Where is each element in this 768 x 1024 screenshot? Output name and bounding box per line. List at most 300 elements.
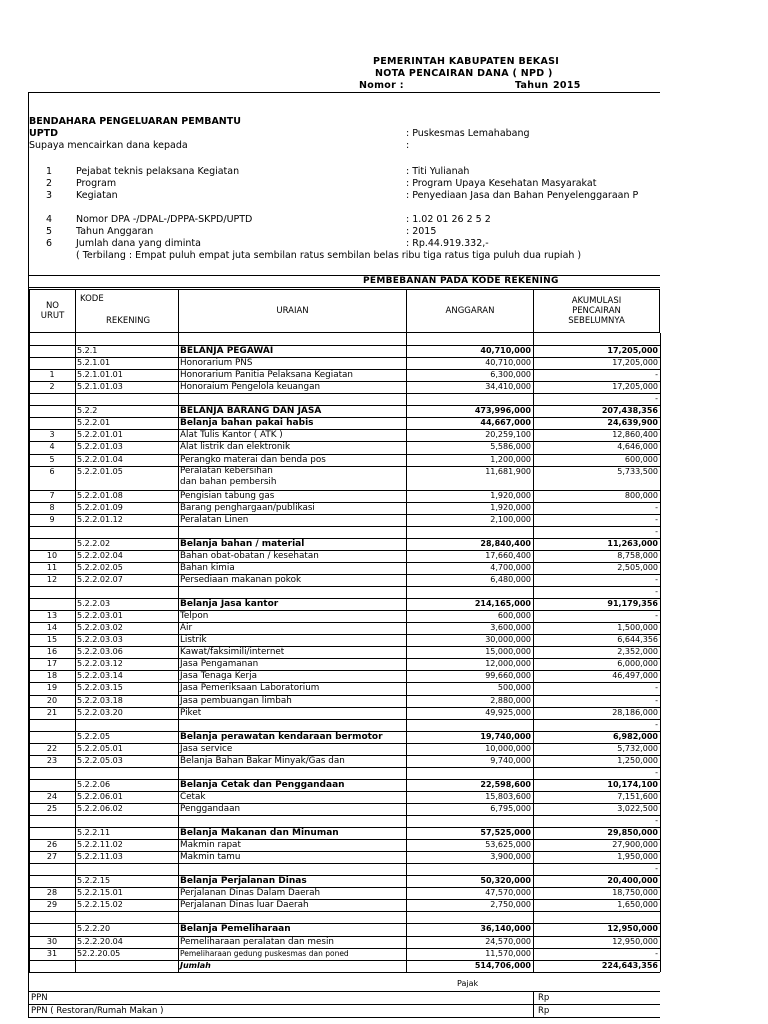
cell-uraian: Kawat/faksimili/internet — [180, 647, 285, 658]
cell-no: 7 — [49, 490, 55, 500]
cell-akum: - — [655, 816, 658, 825]
cell-kode: 5.2.2.02 — [77, 538, 111, 548]
cell-no: 30 — [46, 936, 58, 946]
table-row — [29, 646, 660, 658]
terbilang-text: ( Terbilang : Empat puluh empat juta sembilan ratus sembilan belas ribu tiga ratus tiga puluh dua rupiah ) — [76, 250, 582, 261]
cell-akum: 12,950,000 — [607, 924, 658, 934]
table-row — [29, 610, 660, 622]
cell-akum: 18,750,000 — [612, 888, 658, 898]
cell-angg: 15,000,000 — [485, 647, 531, 657]
table-row — [29, 574, 660, 586]
table-row — [29, 381, 660, 393]
info-item-value: : 2015 — [406, 226, 437, 237]
cell-kode: 5.2.1.01.03 — [77, 382, 123, 392]
cell-angg: 473,996,000 — [474, 406, 531, 416]
cell-akum: 12,860,400 — [612, 430, 658, 440]
cell-angg: 57,525,000 — [480, 828, 531, 838]
bendahara-label: BENDAHARA PENGELUARAN PEMBANTU — [29, 116, 241, 127]
cell-angg: 36,140,000 — [480, 924, 531, 934]
cell-kode: 5.2.2.01.01 — [77, 430, 123, 440]
table-row — [29, 454, 660, 466]
cell-kode: 5.2.2.20.04 — [77, 936, 123, 946]
table-row — [29, 538, 660, 550]
info-item-value: : 1.02 01 26 2 5 2 — [406, 214, 491, 225]
cell-angg: 214,165,000 — [474, 599, 531, 609]
cell-angg: 514,706,000 — [474, 960, 531, 970]
table-row — [29, 815, 660, 827]
cell-uraian: BELANJA PEGAWAI — [180, 346, 274, 357]
table-row — [29, 598, 660, 610]
cell-akum: - — [655, 695, 658, 705]
cell-akum: - — [655, 370, 658, 380]
cell-uraian: Belanja bahan pakai habis — [180, 418, 314, 429]
cell-uraian — [178, 719, 406, 731]
cell-no: 15 — [46, 635, 58, 645]
cell-no: 5 — [49, 454, 55, 464]
cell-angg: 15,803,600 — [485, 791, 531, 801]
table-row — [29, 779, 660, 791]
cell-uraian — [178, 911, 406, 923]
cell-angg: 2,100,000 — [490, 514, 531, 524]
cell-angg: 10,000,000 — [485, 743, 531, 753]
cell-uraian: Honoraium Pengelola keuangan — [180, 382, 321, 393]
cell-akum: 2,352,000 — [617, 647, 658, 657]
col-header-anggaran: ANGGARAN — [406, 289, 534, 333]
table-row — [29, 658, 660, 670]
cell-angg: 3,900,000 — [490, 852, 531, 862]
cell-angg: 50,320,000 — [480, 876, 531, 886]
cell-akum: 29,850,000 — [607, 828, 658, 838]
cell-uraian: Air — [180, 623, 193, 634]
ppn-restoran-label: PPN ( Restoran/Rumah Makan ) — [31, 1006, 164, 1016]
cell-no: 12 — [46, 575, 58, 584]
cell-kode: 5.2.1 — [77, 346, 98, 356]
table-row — [29, 526, 660, 538]
table-row — [29, 851, 660, 863]
cell-uraian — [178, 767, 406, 779]
table-row — [29, 490, 660, 502]
cell-angg: 1,200,000 — [490, 454, 531, 464]
table-row — [29, 514, 660, 526]
cell-kode: 5.2.2.05 — [77, 731, 111, 741]
footer-rule-2 — [29, 1004, 660, 1005]
table-row — [29, 960, 660, 972]
info-item-label: Jumlah dana yang diminta — [76, 238, 201, 249]
cell-no — [29, 538, 75, 550]
cell-angg: 11,570,000 — [485, 948, 531, 958]
cell-uraian: Belanja Perjalanan Dinas — [180, 876, 307, 887]
cell-uraian: Belanja Cetak dan Penggandaan — [180, 779, 345, 790]
cell-no — [29, 345, 75, 357]
cell-uraian: Listrik — [180, 635, 207, 646]
cell-akum: - — [655, 683, 658, 693]
doc-title-line1: PEMERINTAH KABUPATEN BEKASI — [373, 56, 560, 67]
cell-kode: 5.2.2.03.15 — [77, 683, 123, 693]
cell-kode — [75, 911, 178, 923]
cell-no: 1 — [49, 370, 55, 380]
cell-angg — [406, 767, 533, 779]
cell-uraian: Pemeliharaan gedung puskesmas dan poned — [180, 948, 349, 958]
cell-no — [29, 779, 75, 791]
cell-kode: 5.2.2 — [77, 406, 98, 416]
cell-kode: 5.2.2.03.03 — [77, 635, 123, 645]
cell-akum: 6,982,000 — [612, 731, 658, 741]
table-row — [29, 393, 660, 405]
info-item-no: 4 — [46, 214, 53, 225]
cell-no — [29, 815, 75, 827]
cell-no: 16 — [46, 647, 58, 657]
cell-kode: 5.2.1.01 — [77, 358, 111, 368]
cell-akum: - — [655, 526, 658, 536]
cell-uraian: Jasa Tenaga Kerja — [180, 671, 257, 682]
cell-akum: - — [655, 502, 658, 512]
info-item-value: : Rp.44.919.332,- — [406, 238, 489, 249]
supaya-label: Supaya mencairkan dana kepada — [29, 140, 188, 151]
cell-angg: 12,000,000 — [485, 659, 531, 669]
cell-uraian: Belanja Jasa kantor — [180, 599, 279, 610]
cell-kode: 5.2.2.01.12 — [77, 514, 123, 524]
cell-akum: 91,179,356 — [607, 599, 658, 609]
cell-no — [29, 586, 75, 598]
cell-angg: 9,740,000 — [490, 755, 531, 765]
cell-kode — [75, 815, 178, 827]
cell-uraian: Jasa service — [180, 743, 233, 754]
cell-no — [29, 719, 75, 731]
cell-akum: 800,000 — [624, 490, 658, 500]
info-item-no: 1 — [46, 166, 53, 177]
cell-no: 18 — [46, 671, 58, 681]
pajak-label: Pajak — [457, 979, 479, 988]
cell-akum: 224,643,356 — [601, 960, 658, 970]
cell-uraian: Jumlah — [180, 960, 211, 970]
cell-angg — [406, 526, 533, 538]
header-rule — [29, 92, 660, 93]
cell-angg: 6,300,000 — [490, 370, 531, 380]
cell-no — [29, 875, 75, 887]
cell-uraian: Perangko materai dan benda pos — [180, 454, 326, 465]
column-divider — [406, 333, 407, 972]
info-item-no: 5 — [46, 226, 53, 237]
cell-akum: 27,900,000 — [612, 840, 658, 850]
cell-uraian — [178, 526, 406, 538]
cell-angg: 40,710,000 — [485, 358, 531, 368]
cell-no: 6 — [49, 466, 55, 476]
cell-uraian: Telpon — [180, 611, 209, 622]
table-row — [29, 875, 660, 887]
cell-akum: 6,644,356 — [617, 635, 658, 645]
cell-kode: 5.2.2.06.01 — [77, 791, 123, 801]
cell-uraian — [178, 863, 406, 875]
column-divider — [29, 333, 30, 972]
cell-kode: 5.2.2.15.01 — [77, 888, 123, 898]
col-header-akumulasi: AKUMULASI PENCAIRAN SEBELUMNYA — [533, 289, 660, 333]
cell-akum: 1,250,000 — [617, 755, 658, 765]
col-header-kode-line1: KODE — [80, 294, 104, 304]
cell-uraian: Perjalanan Dinas luar Daerah — [180, 900, 309, 911]
table-row — [29, 839, 660, 851]
cell-no — [29, 598, 75, 610]
cell-kode — [75, 719, 178, 731]
table-row — [29, 622, 660, 634]
cell-kode: 5.2.2.01.05 — [77, 466, 123, 476]
cell-no — [29, 333, 75, 345]
info-item-label: Program — [76, 178, 117, 189]
uptd-label: UPTD — [29, 128, 59, 139]
table-row — [29, 887, 660, 899]
cell-angg — [406, 719, 533, 731]
info-item-label: Nomor DPA -/DPAL-/DPPA-SKPD/UPTD — [76, 214, 253, 225]
cell-akum: - — [655, 767, 658, 777]
cell-akum: 5,732,000 — [617, 743, 658, 753]
cell-no — [29, 393, 75, 405]
cell-kode: 5.2.2.11.03 — [77, 852, 123, 862]
cell-akum: - — [655, 864, 658, 874]
cell-angg — [406, 393, 533, 405]
cell-uraian: Alat Tulis Kantor ( ATK ) — [180, 430, 283, 441]
cell-kode: 5.2.2.03.12 — [77, 659, 123, 669]
cell-angg: 11,681,900 — [485, 466, 531, 476]
cell-kode: 5.2.2.02.07 — [77, 575, 123, 584]
cell-kode: 5.2.2.03.06 — [77, 647, 123, 657]
info-item-no: 2 — [46, 178, 53, 189]
table-row — [29, 923, 660, 935]
cell-angg: 600,000 — [497, 611, 531, 621]
cell-no: 8 — [49, 502, 55, 512]
table-row — [29, 719, 660, 731]
cell-kode: 5.2.2.03.01 — [77, 611, 123, 621]
ppn-rp: Rp — [538, 993, 550, 1003]
cell-kode: 5.2.1.01.01 — [77, 370, 123, 380]
cell-akum: - — [655, 719, 658, 729]
cell-uraian: Belanja bahan / material — [180, 538, 305, 549]
cell-kode — [75, 333, 178, 345]
table-row — [29, 562, 660, 574]
cell-akum: 17,205,000 — [612, 382, 658, 392]
table-row — [29, 586, 660, 598]
cell-angg — [406, 586, 533, 598]
table-row — [29, 936, 660, 948]
cell-no — [29, 923, 75, 935]
column-divider — [660, 333, 661, 972]
cell-kode: 5.2.2.06.02 — [77, 803, 123, 813]
cell-no — [29, 960, 75, 972]
cell-kode: 5.2.2.05.03 — [77, 755, 123, 765]
cell-akum: 5,733,500 — [617, 466, 658, 476]
cell-angg: 2,880,000 — [490, 695, 531, 705]
table-header — [29, 289, 660, 333]
uptd-value: : Puskesmas Lemahabang — [406, 128, 530, 139]
table-row — [29, 863, 660, 875]
cell-no: 9 — [49, 514, 55, 524]
info-item-no: 3 — [46, 190, 53, 201]
cell-akum: 20,400,000 — [607, 876, 658, 886]
cell-angg: 1,920,000 — [490, 502, 531, 512]
table-row — [29, 357, 660, 369]
cell-no: 25 — [46, 803, 58, 813]
cell-angg: 99,660,000 — [485, 671, 531, 681]
cell-akum: - — [655, 948, 658, 958]
cell-akum: - — [655, 514, 658, 524]
table-row — [29, 911, 660, 923]
cell-uraian — [178, 586, 406, 598]
info-item-value: : Penyediaan Jasa dan Bahan Penyelenggaraan P — [406, 190, 639, 201]
cell-angg — [406, 815, 533, 827]
cell-akum: - — [655, 587, 658, 597]
cell-kode: 5.2.2.03.20 — [77, 707, 123, 717]
cell-akum: 12,950,000 — [612, 936, 658, 946]
cell-uraian: Honorarium PNS — [180, 358, 253, 369]
cell-angg: 6,795,000 — [490, 803, 531, 813]
table-row — [29, 333, 660, 345]
table-row — [29, 550, 660, 562]
nomor-label: Nomor : — [359, 80, 404, 91]
ppn-label: PPN — [31, 993, 48, 1003]
cell-no: 20 — [46, 695, 58, 705]
cell-angg: 4,700,000 — [490, 562, 531, 572]
cell-kode: 5.2.2.20 — [77, 924, 111, 934]
cell-uraian: Pemeliharaan peralatan dan mesin — [180, 936, 334, 947]
cell-kode: 5.2.2.01.03 — [77, 442, 123, 452]
cell-akum: 17,205,000 — [607, 346, 658, 356]
cell-angg — [406, 911, 533, 923]
cell-akum: 24,639,900 — [607, 418, 658, 428]
cell-uraian: Jasa Pengamanan — [180, 659, 259, 670]
cell-akum: 10,174,100 — [607, 779, 658, 789]
cell-uraian: Pengisian tabung gas — [180, 490, 275, 501]
cell-akum: - — [655, 611, 658, 621]
cell-angg: 30,000,000 — [485, 635, 531, 645]
cell-kode: 5.2.2.02.05 — [77, 562, 123, 572]
cell-uraian: Makmin tamu — [180, 852, 241, 863]
cell-kode: 5.2.2.06 — [77, 779, 111, 789]
table-row — [29, 755, 660, 767]
cell-no — [29, 526, 75, 538]
column-divider — [178, 333, 179, 972]
cell-no: 23 — [46, 755, 58, 765]
cell-uraian: Penggandaan — [180, 803, 241, 814]
cell-akum: 11,263,000 — [607, 538, 658, 548]
cell-akum: 207,438,356 — [601, 406, 658, 416]
table-row — [29, 405, 660, 417]
doc-title-line2: NOTA PENCAIRAN DANA ( NPD ) — [375, 68, 553, 79]
cell-akum: 3,022,500 — [617, 803, 658, 813]
info-item-no: 6 — [46, 238, 53, 249]
cell-kode: 5.2.2.01 — [77, 418, 111, 428]
cell-no: 28 — [46, 888, 58, 898]
cell-angg: 24,570,000 — [485, 936, 531, 946]
section-rule — [29, 275, 660, 276]
cell-angg: 22,598,600 — [480, 779, 531, 789]
footer-rule-1 — [29, 991, 660, 992]
table-row — [29, 707, 660, 719]
tahun-value: 2015 — [553, 80, 581, 91]
table-row — [29, 767, 660, 779]
cell-uraian: Cetak — [180, 791, 206, 802]
table-row — [29, 682, 660, 694]
cell-angg: 5,586,000 — [490, 442, 531, 452]
cell-uraian: Jasa pembuangan limbah — [180, 695, 292, 706]
col-header-uraian: URAIAN — [178, 289, 407, 333]
cell-angg: 20,259,100 — [485, 430, 531, 440]
cell-kode — [75, 526, 178, 538]
cell-uraian: Bahan obat-obatan / kesehatan — [180, 550, 319, 561]
cell-angg: 28,840,400 — [480, 538, 531, 548]
cell-angg: 34,410,000 — [485, 382, 531, 392]
cell-uraian: Persediaan makanan pokok — [180, 575, 302, 585]
footer-divider — [533, 991, 534, 1017]
cell-no — [29, 357, 75, 369]
table-row — [29, 731, 660, 743]
cell-akum: 6,000,000 — [617, 659, 658, 669]
cell-uraian: Makmin rapat — [180, 840, 241, 851]
cell-no: 4 — [49, 442, 55, 452]
cell-uraian: Alat listrik dan elektronik — [180, 442, 291, 453]
cell-no — [29, 417, 75, 429]
cell-no: 19 — [46, 683, 58, 693]
cell-kode: 5.2.2.02.04 — [77, 550, 123, 560]
cell-uraian: Honorarium Panitia Pelaksana Kegiatan — [180, 370, 354, 381]
cell-angg: 1,920,000 — [490, 490, 531, 500]
cell-no — [29, 767, 75, 779]
cell-uraian: Piket — [180, 707, 202, 718]
cell-no: 13 — [46, 611, 58, 621]
cell-kode — [75, 863, 178, 875]
cell-angg: 500,000 — [497, 683, 531, 693]
cell-no: 21 — [46, 707, 58, 717]
table-row — [29, 827, 660, 839]
cell-akum: - — [655, 394, 658, 404]
cell-no: 24 — [46, 791, 58, 801]
table-row — [29, 345, 660, 357]
cell-akum: 28,186,000 — [612, 707, 658, 717]
column-divider — [75, 333, 76, 972]
table-row — [29, 502, 660, 514]
cell-angg: 19,740,000 — [480, 731, 531, 741]
cell-akum: 46,497,000 — [612, 671, 658, 681]
cell-akum: 17,205,000 — [612, 358, 658, 368]
cell-uraian: Perjalanan Dinas Dalam Daerah — [180, 888, 321, 899]
cell-kode: 5.2.2.03.18 — [77, 695, 123, 705]
cell-kode: 5.2.2.03.14 — [77, 671, 123, 681]
cell-no: 14 — [46, 623, 58, 633]
cell-kode — [75, 586, 178, 598]
cell-uraian — [178, 393, 406, 405]
cell-uraian: Bahan kimia — [180, 562, 235, 573]
supaya-value: : — [406, 140, 410, 151]
tahun-label: Tahun — [515, 80, 549, 91]
cell-kode: 5.2.2.03.02 — [77, 623, 123, 633]
cell-uraian: Belanja perawatan kendaraan bermotor — [180, 731, 383, 742]
cell-angg: 2,750,000 — [490, 900, 531, 910]
cell-akum: 4,646,000 — [617, 442, 658, 452]
table-row — [29, 899, 660, 911]
cell-angg: 40,710,000 — [480, 346, 531, 356]
cell-uraian: Belanja Pemeliharaan — [180, 924, 291, 935]
info-item-label: Kegiatan — [76, 190, 118, 201]
cell-kode: 5.2.2.05.01 — [77, 743, 123, 753]
cell-uraian: Peralatan kebersihan dan bahan pembersih — [180, 465, 277, 487]
cell-kode — [75, 393, 178, 405]
cell-angg: 53,625,000 — [485, 840, 531, 850]
table-row — [29, 441, 660, 453]
table-row — [29, 743, 660, 755]
table-row — [29, 695, 660, 707]
cell-no: 10 — [46, 550, 58, 560]
cell-angg: 49,925,000 — [485, 707, 531, 717]
cell-no: 29 — [46, 900, 58, 910]
table-row — [29, 634, 660, 646]
cell-uraian — [178, 815, 406, 827]
